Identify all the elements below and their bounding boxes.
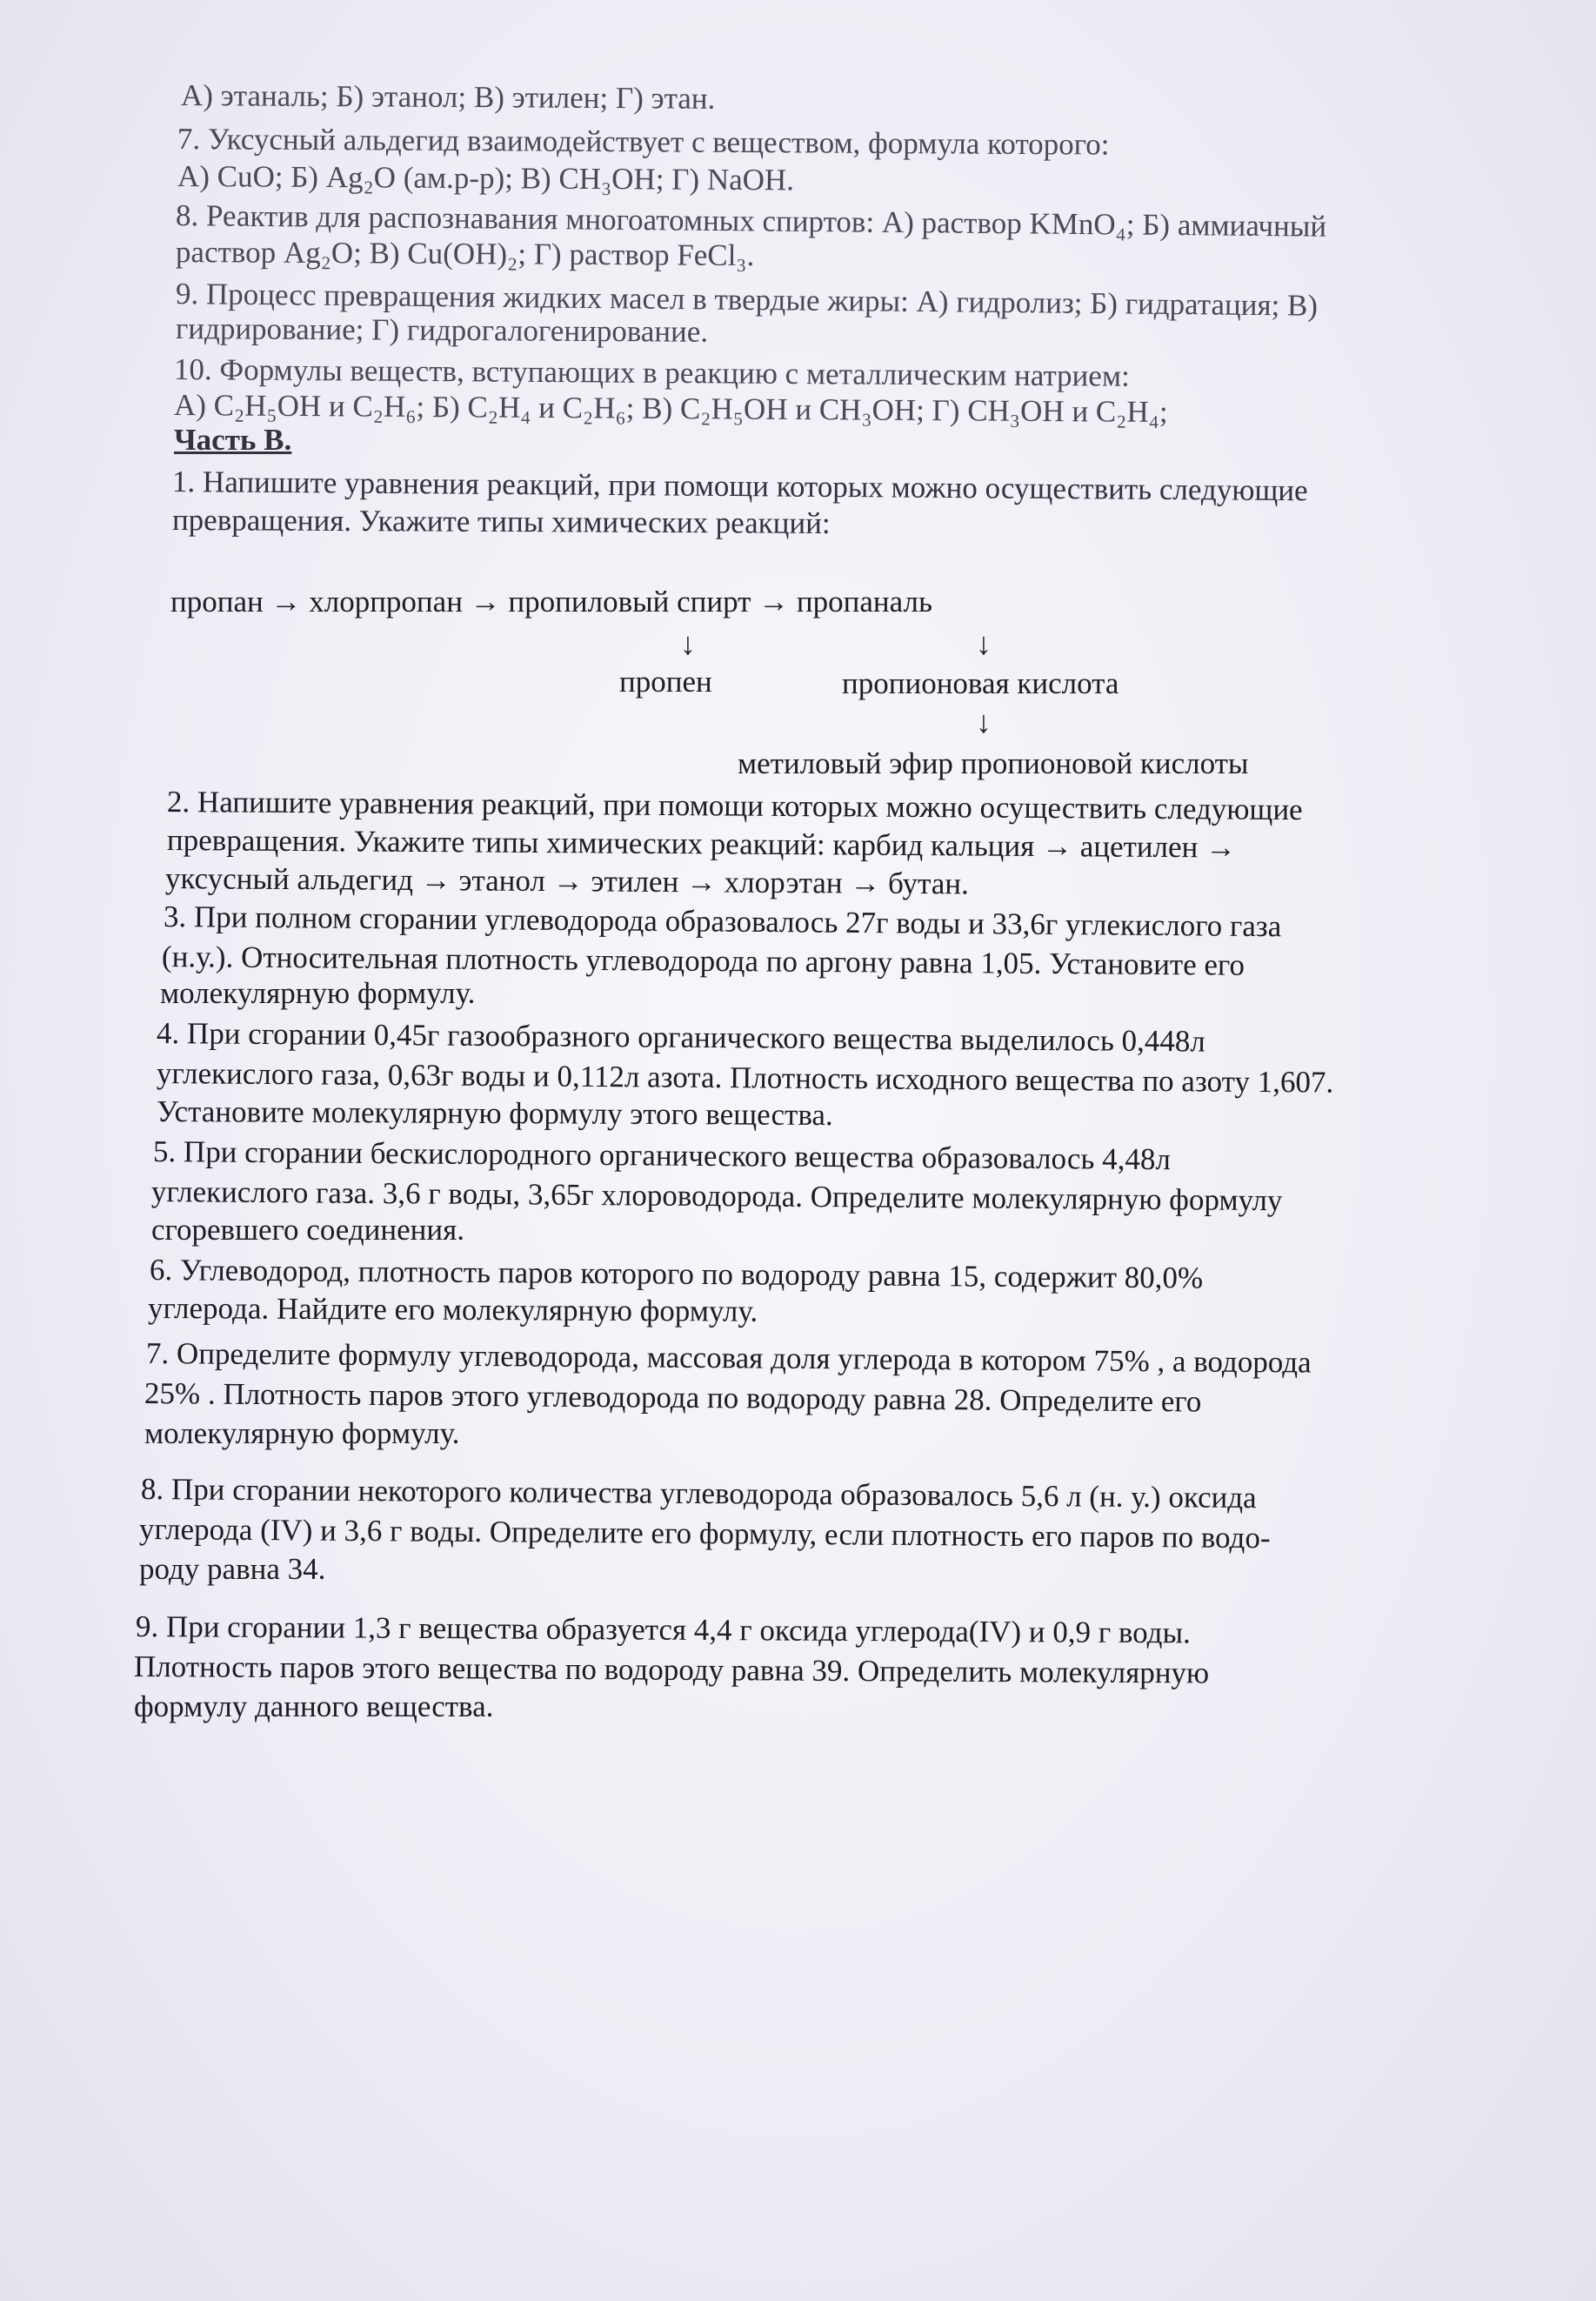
task-6-line-2: углерода. Найдите его молекулярную формулу. bbox=[147, 1291, 758, 1328]
q9-line-2: гидрирование; Г) гидрогалогенирование. bbox=[175, 311, 709, 349]
task-3-line-1: 3. При полном сгорании углеводорода образовалось 27г воды и 33,6г углекислого газа bbox=[163, 900, 1282, 944]
q7-question: 7. Уксусный альдегид взаимодействует с веществом, формула которого: bbox=[177, 122, 1110, 162]
down-arrow-icon: ↓ bbox=[680, 626, 696, 661]
task-8-line-1: 8. При сгорании некоторого количества углеводорода образовалось 5,6 л (н. у.) оксида bbox=[140, 1472, 1257, 1515]
down-arrow-icon: ↓ bbox=[976, 626, 992, 661]
q10-line-1: 10. Формулы веществ, вступающих в реакцию с металлическим натрием: bbox=[173, 352, 1130, 393]
task-7-line-2: 25% . Плотность паров этого углеводорода по водороду равна 28. Определите его bbox=[144, 1376, 1202, 1419]
task-9-line-3: формулу данного вещества. bbox=[134, 1689, 494, 1723]
task-7-line-3: молекулярную формулу. bbox=[144, 1416, 460, 1450]
scheme-ester: метиловый эфир пропионовой кислоты bbox=[738, 746, 1249, 780]
task-5-line-2: углекислого газа. 3,6 г воды, 3,65г хлороводорода. Определите молекулярную формулу bbox=[150, 1174, 1283, 1218]
task-3-line-2: (н.у.). Относительная плотность углеводорода по аргону равна 1,05. Установите его bbox=[161, 940, 1245, 982]
task-2-line-3: уксусный альдегид → этанол → этилен → хлорэтан → бутан. bbox=[164, 861, 969, 901]
q9-line-1: 9. Процесс превращения жидких масел в твердые жиры: А) гидролиз; Б) гидратация; В) bbox=[175, 277, 1319, 323]
task-4-line-3: Установите молекулярную формулу этого вещества. bbox=[156, 1094, 833, 1133]
task-4-line-2: углекислого газа, 0,63г воды и 0,112л азота. Плотность исходного вещества по азоту 1,607. bbox=[156, 1056, 1334, 1100]
task-3-line-3: молекулярную формулу. bbox=[160, 976, 476, 1010]
task-9-line-2: Плотность паров этого вещества по водороду равна 39. Определить молекулярную bbox=[133, 1649, 1210, 1690]
task-9-line-1: 9. При сгорании 1,3 г вещества образуется 4,4 г оксида углерода(IV) и 0,9 г воды. bbox=[135, 1609, 1191, 1650]
part-b-heading: Часть В. bbox=[174, 423, 292, 457]
task-4-line-1: 4. При сгорании 0,45г газообразного органического вещества выделилось 0,448л bbox=[156, 1016, 1206, 1059]
task-2-line-2: превращения. Укажите типы химических реакций: карбид кальция → ацетилен → bbox=[166, 823, 1237, 865]
down-arrow-icon: ↓ bbox=[976, 705, 992, 739]
q7-options: А) CuO; Б) Ag₂O (ам.р-р); В) CH₃OH; Г) NaOH. bbox=[177, 159, 795, 197]
scheme-main-chain: пропан → хлорпропан → пропиловый спирт → пропаналь bbox=[170, 585, 932, 619]
q8-line-1: 8. Реактив для распознавания многоатомных спиртов: А) раствор KMnO₄; Б) аммиачный bbox=[175, 198, 1327, 244]
q10-line-2: А) C₂H₅OH и C₂H₆; Б) C₂H₄ и C₂H₆; В) C₂H₅OH и CH₃OH; Г) CH₃OH и C₂H₄; bbox=[173, 388, 1168, 429]
task-6-line-1: 6. Углеводород, плотность паров которого по водороду равна 15, содержит 80,0% bbox=[149, 1253, 1204, 1295]
task-1-line-1: 1. Напишите уравнения реакций, при помощи которых можно осуществить следующие bbox=[171, 465, 1308, 508]
task-2-line-1: 2. Напишите уравнения реакций, при помощи которых можно осуществить следующие bbox=[166, 785, 1303, 827]
q6-options: А) этаналь; Б) этанол; В) этилен; Г) этан. bbox=[180, 78, 716, 116]
q8-line-2: раствор Ag₂O; В) Cu(OH)₂; Г) раствор FeCl₃. bbox=[175, 235, 755, 273]
task-8-line-3: роду равна 34. bbox=[139, 1552, 326, 1586]
scheme-propene: пропен bbox=[619, 665, 712, 699]
task-5-line-3: сгоревшего соединения. bbox=[151, 1213, 464, 1247]
task-1-line-2: превращения. Укажите типы химических реакций: bbox=[171, 503, 831, 540]
task-8-line-2: углерода (IV) и 3,6 г воды. Определите его формулу, если плотность его паров по водо- bbox=[138, 1512, 1271, 1555]
task-7-line-1: 7. Определите формулу углеводорода, массовая доля углерода в котором 75% , а водорода bbox=[145, 1336, 1312, 1380]
scheme-propionic-acid: пропионовая кислота bbox=[842, 666, 1119, 700]
task-5-line-1: 5. При сгорании бескислородного органического вещества образовалось 4,48л bbox=[152, 1134, 1172, 1177]
